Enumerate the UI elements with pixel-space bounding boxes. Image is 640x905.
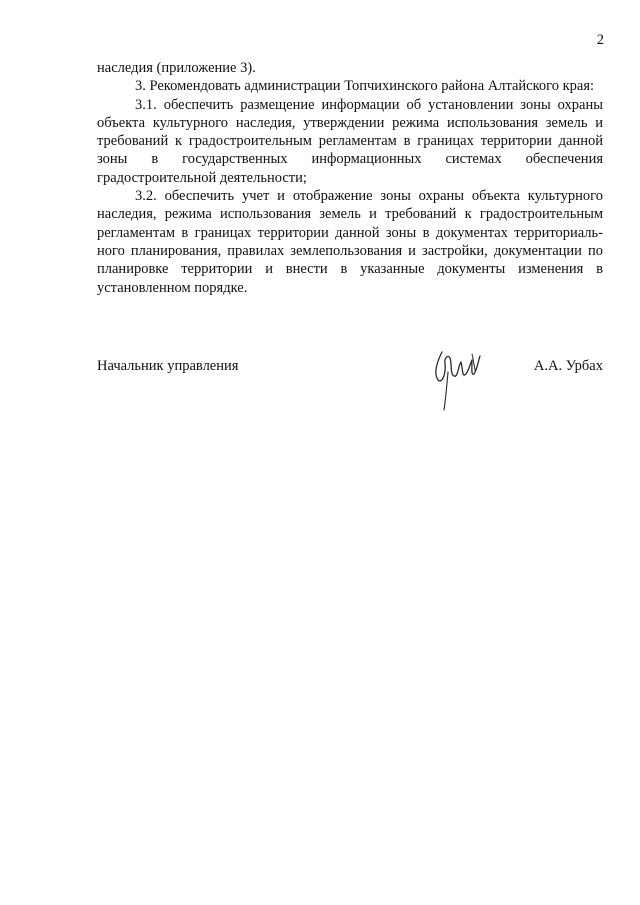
handwritten-signature [428, 344, 488, 414]
signer-name: А.А. Урбах [533, 358, 603, 374]
signature-block [97, 358, 603, 418]
paragraph-item-3-1: 3.1. обеспечить размещение информации об установлении зоны охраны объекта культурного наследия, утверждении режима использования земель и требований к градостроительным регламентам в границах территории данной зоны в государственных информационных системах обеспечения градостроительной деятельности; [97, 96, 603, 186]
page-number: 2 [596, 32, 604, 48]
signer-title: Начальник управления [97, 358, 239, 374]
document-body [97, 59, 603, 297]
paragraph-item-3-2: 3.2. обеспечить учет и отображение зоны охраны объекта культурного наследия, режима использования земель и требований к градостроительным регламентам в границах территории данной зоны в документах территориального планирования, правилах землепользования и застройки, документации по планировке территории и внести в указанные документы изменения в установленном порядке. [97, 188, 603, 296]
paragraph-continuation: наследия (приложение 3). [97, 60, 256, 76]
paragraph-item-3: 3. Рекомендовать администрации Топчихинского района Алтайского края: [135, 78, 595, 95]
